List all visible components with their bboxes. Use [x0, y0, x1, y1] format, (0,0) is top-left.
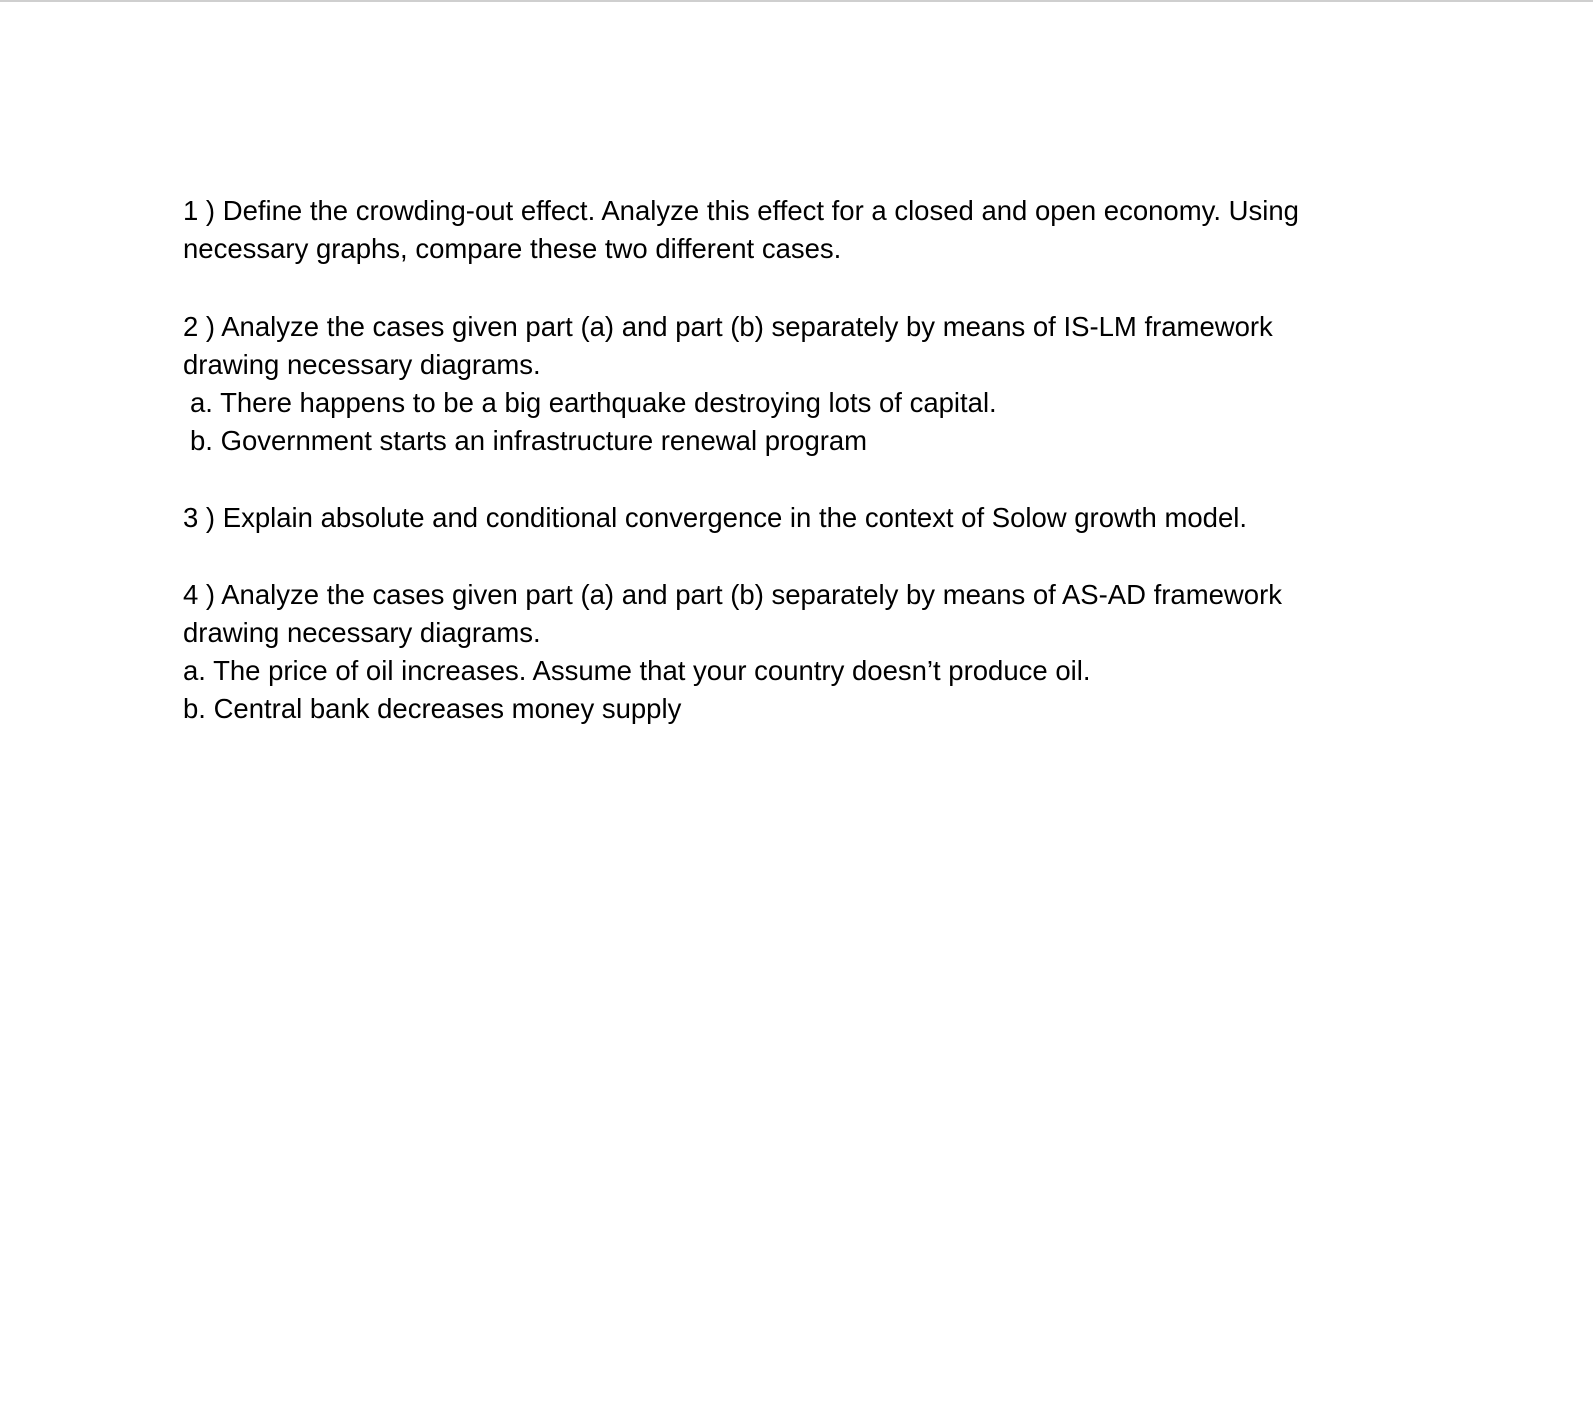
- question-1: [183, 192, 1513, 268]
- question-2-part-a: a. There happens to be a big earthquake destroying lots of capital.: [190, 387, 997, 418]
- document-body: [183, 192, 1513, 728]
- question-4-line-1: 4 ) Analyze the cases given part (a) and part (b) separately by means of AS-AD framework: [183, 579, 1282, 610]
- question-4-line-2: drawing necessary diagrams.: [183, 617, 541, 648]
- question-2-part-b: b. Government starts an infrastructure renewal program: [190, 425, 868, 456]
- question-2-line-1: 2 ) Analyze the cases given part (a) and part (b) separately by means of IS-LM framework: [183, 311, 1273, 342]
- question-4-part-b: b. Central bank decreases money supply: [183, 693, 682, 724]
- top-border: [0, 0, 1593, 2]
- question-4: [183, 576, 1513, 728]
- question-2-line-2: drawing necessary diagrams.: [183, 349, 541, 380]
- question-2: [183, 308, 1513, 460]
- question-3-line-1: 3 ) Explain absolute and conditional convergence in the context of Solow growth model.: [183, 502, 1247, 533]
- question-1-line-1: 1 ) Define the crowding-out effect. Analyze this effect for a closed and open economy. Using: [183, 195, 1299, 226]
- question-4-part-a: a. The price of oil increases. Assume that your country doesn’t produce oil.: [183, 655, 1091, 686]
- question-3: [183, 499, 1513, 537]
- question-1-line-2: necessary graphs, compare these two different cases.: [183, 233, 842, 264]
